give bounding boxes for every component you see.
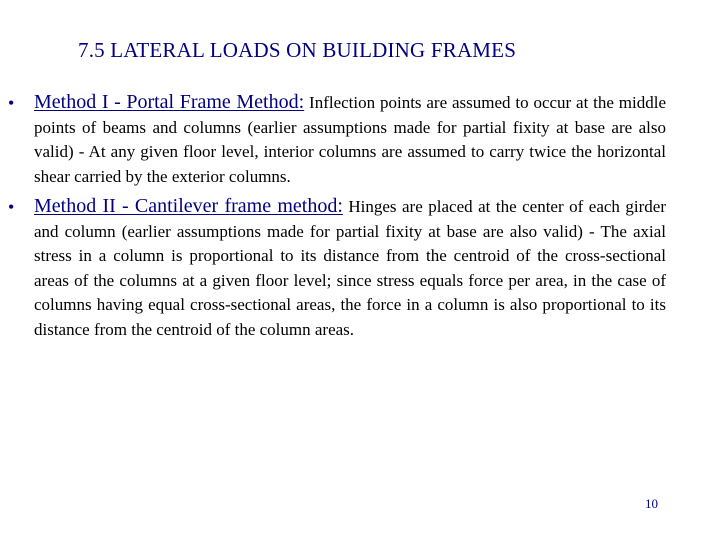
bullet-icon: • [8, 197, 15, 217]
method-title-portal: Method I - Portal Frame Method: [34, 91, 305, 113]
method-description-portal: Inflection points are assumed to occur at the middle points of beams and columns (earlier assumptions made for partial fixity at base are also valid) - At any given floor level, interior columns are assumed to carry twice the horizontal shear carried by the exterior columns. [34, 93, 667, 186]
slide-title: 7.5 LATERAL LOADS ON BUILDING FRAMES [78, 38, 517, 62]
bullet-text [34, 90, 666, 189]
bullet-icon: • [8, 93, 15, 113]
method-title-cantilever: Method II - Cantilever frame method: [34, 195, 343, 217]
bullet-text [34, 194, 666, 342]
method-description-cantilever: Hinges are placed at the center of each girder and column (earlier assumptions made for partial fixity at base are also valid) - The axial stress in a column is proportional to its distance from the centroid of the cross-sectional areas of the columns at a given floor level; since stress equals force per area, in the case of columns having equal cross-sectional areas, the force in a column is also proportional to its distance from the centroid of the column areas. [34, 197, 666, 339]
page-number: 10 [645, 496, 658, 511]
